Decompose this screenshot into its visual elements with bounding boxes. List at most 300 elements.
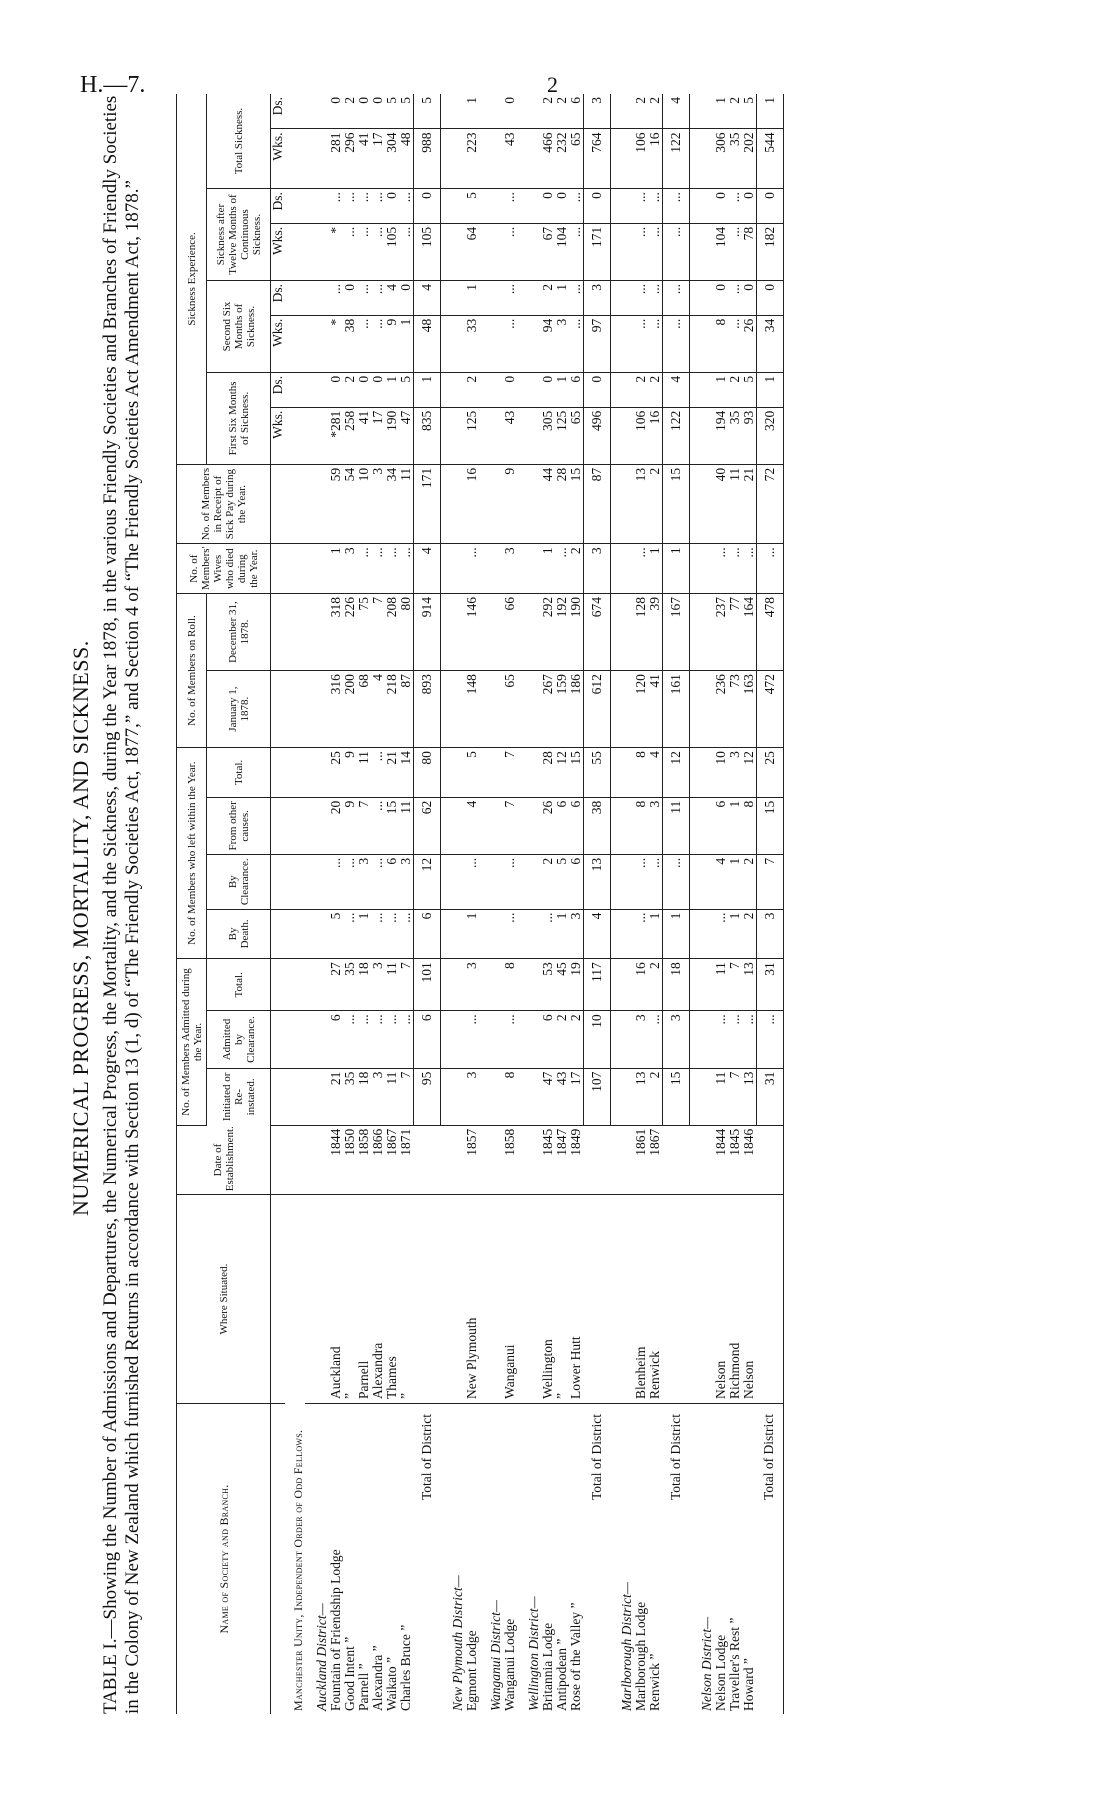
location-cell: ”: [343, 1195, 357, 1404]
location-cell: Nelson: [714, 1195, 728, 1404]
value-cell-td: 2: [634, 94, 648, 129]
value-cell-td: 4: [663, 94, 690, 129]
date-cell: [414, 1125, 441, 1195]
value-cell-init: 8: [503, 1068, 517, 1125]
value-cell-td: 2: [343, 94, 357, 129]
value-cell-bclr: 6: [569, 854, 584, 909]
value-cell-dec: 128: [634, 594, 648, 671]
value-cell-f6w: 835: [414, 407, 441, 464]
value-cell-tw: 223: [465, 129, 479, 189]
value-cell-sick: 15: [663, 464, 690, 544]
table-body: [271, 94, 784, 1714]
table-row: [357, 94, 371, 1714]
value-cell-left: 14: [399, 748, 414, 798]
branch-name: Parnell ”: [356, 1663, 371, 1711]
value-cell-clr: ...: [371, 1011, 385, 1068]
value-cell-wives: 1: [663, 544, 690, 594]
district-row: [610, 94, 634, 1714]
value-cell-adm: 101: [414, 959, 441, 1011]
value-cell-a12d: ...: [634, 189, 648, 224]
page-number: 2: [547, 72, 558, 97]
value-cell-s6w: 26: [742, 315, 757, 372]
value-cell-death: 4: [583, 909, 610, 959]
value-cell-left: 7: [503, 748, 517, 798]
value-cell-jan: 41: [648, 671, 663, 748]
value-cell-s6d: 0: [756, 281, 783, 316]
value-cell-td: 0: [357, 94, 371, 129]
value-cell-f6d: 1: [714, 372, 728, 407]
table-row: [634, 94, 648, 1714]
col-sickness-group: Sickness Experience.: [177, 94, 207, 464]
date-cell: [756, 1125, 783, 1195]
table-row: [503, 94, 517, 1714]
value-cell-death: ...: [634, 909, 648, 959]
value-cell-init: 3: [465, 1068, 479, 1125]
value-cell-death: 1: [465, 909, 479, 959]
value-cell-jan: 87: [399, 671, 414, 748]
branch-name: Rose of the Valley ”: [567, 1602, 583, 1711]
value-cell-s6d: ...: [503, 281, 517, 316]
value-cell-f6w: 16: [648, 407, 663, 464]
value-cell-dec: 226: [343, 594, 357, 671]
value-cell-wives: ...: [634, 544, 648, 594]
value-cell-other: 15: [756, 797, 783, 854]
value-cell-f6w: 47: [399, 407, 414, 464]
location-cell: ”: [399, 1195, 414, 1404]
value-cell-f6w: 496: [583, 407, 610, 464]
value-cell-sick: 10: [357, 464, 371, 544]
district-total-row: [414, 94, 441, 1714]
value-cell-adm: 27: [329, 959, 343, 1011]
value-cell-wives: ...: [357, 544, 371, 594]
value-cell-a12d: ...: [728, 189, 742, 224]
value-cell-adm: 117: [583, 959, 610, 1011]
value-cell-sick: 3: [371, 464, 385, 544]
location-cell: [756, 1195, 783, 1404]
value-cell-init: 2: [648, 1068, 663, 1125]
value-cell-other: 20: [329, 797, 343, 854]
value-cell-td: 2: [728, 94, 742, 129]
location-cell: Wellington: [541, 1195, 555, 1404]
value-cell-clr: ...: [728, 1011, 742, 1068]
value-cell-death: ...: [371, 909, 385, 959]
value-cell-other: 11: [399, 797, 414, 854]
value-cell-s6w: ...: [663, 315, 690, 372]
value-cell-f6w: 93: [742, 407, 757, 464]
value-cell-a12d: ...: [343, 189, 357, 224]
value-cell-a12w: 104: [714, 223, 728, 280]
value-cell-s6d: 1: [555, 281, 569, 316]
date-cell: 1846: [742, 1125, 757, 1195]
value-cell-wives: ...: [399, 544, 414, 594]
value-cell-jan: 65: [503, 671, 517, 748]
value-cell-left: 9: [343, 748, 357, 798]
value-cell-s6w: 33: [465, 315, 479, 372]
value-cell-adm: 3: [465, 959, 479, 1011]
value-cell-death: 3: [569, 909, 584, 959]
value-cell-bclr: ...: [329, 854, 343, 909]
value-cell-td: 5: [399, 94, 414, 129]
location-cell: [663, 1195, 690, 1404]
value-cell-s6w: 38: [343, 315, 357, 372]
value-cell-s6d: ...: [648, 281, 663, 316]
value-cell-a12w: ...: [503, 223, 517, 280]
value-cell-s6w: 34: [756, 315, 783, 372]
value-cell-sick: 13: [634, 464, 648, 544]
value-cell-td: 6: [569, 94, 584, 129]
value-cell-f6d: 0: [541, 372, 555, 407]
value-cell-adm: 16: [634, 959, 648, 1011]
table-row: [555, 94, 569, 1714]
value-cell-f6w: 194: [714, 407, 728, 464]
value-cell-f6d: 1: [756, 372, 783, 407]
date-cell: 1844: [714, 1125, 728, 1195]
value-cell-a12d: ...: [663, 189, 690, 224]
value-cell-a12w: 104: [555, 223, 569, 280]
value-cell-jan: 612: [583, 671, 610, 748]
col-jan-header: January 1, 1878.: [207, 671, 271, 748]
value-cell-dec: 7: [371, 594, 385, 671]
location-cell: Alexandra: [371, 1195, 385, 1404]
table-row: [569, 94, 584, 1714]
value-cell-a12w: ...: [728, 223, 742, 280]
branch-name: Marlborough Lodge: [633, 1601, 648, 1711]
table-row: [541, 94, 555, 1714]
value-cell-adm: 13: [742, 959, 757, 1011]
location-cell: [583, 1195, 610, 1404]
value-cell-tw: 35: [728, 129, 742, 189]
value-cell-bclr: ...: [465, 854, 479, 909]
value-cell-f6w: 320: [756, 407, 783, 464]
value-cell-tw: 43: [503, 129, 517, 189]
value-cell-bclr: ...: [634, 854, 648, 909]
value-cell-init: 18: [357, 1068, 371, 1125]
value-cell-sick: 54: [343, 464, 357, 544]
date-cell: 1871: [399, 1125, 414, 1195]
value-cell-a12w: ...: [663, 223, 690, 280]
value-cell-a12d: ...: [399, 189, 414, 224]
value-cell-f6d: 5: [742, 372, 757, 407]
branch-name: Antipodean ”: [553, 1638, 569, 1711]
location-cell: Renwick: [648, 1195, 663, 1404]
value-cell-left: 55: [583, 748, 610, 798]
date-cell: 1844: [329, 1125, 343, 1195]
value-cell-a12w: ...: [399, 223, 414, 280]
value-cell-f6d: 2: [728, 372, 742, 407]
value-cell-clr: 3: [634, 1011, 648, 1068]
value-cell-bclr: 1: [728, 854, 742, 909]
value-cell-adm: 8: [503, 959, 517, 1011]
value-cell-bclr: 4: [714, 854, 728, 909]
value-cell-sick: 72: [756, 464, 783, 544]
value-cell-a12d: ...: [329, 189, 343, 224]
value-cell-other: 9: [343, 797, 357, 854]
value-cell-bclr: 3: [357, 854, 371, 909]
value-cell-f6w: 41: [357, 407, 371, 464]
value-cell-left: 80: [414, 748, 441, 798]
value-cell-a12w: 105: [385, 223, 399, 280]
value-cell-tw: 304: [385, 129, 399, 189]
value-cell-jan: 218: [385, 671, 399, 748]
value-cell-wives: ...: [742, 544, 757, 594]
value-cell-f6d: 2: [648, 372, 663, 407]
value-cell-f6d: 2: [634, 372, 648, 407]
value-cell-adm: 31: [756, 959, 783, 1011]
value-cell-death: ...: [399, 909, 414, 959]
total-label: Total of District: [756, 1403, 783, 1714]
value-cell-left: 25: [756, 748, 783, 798]
value-cell-other: 8: [742, 797, 757, 854]
value-cell-f6d: 4: [663, 372, 690, 407]
value-cell-tw: 281: [329, 129, 343, 189]
value-cell-left: 8: [634, 748, 648, 798]
value-cell-td: 5: [414, 94, 441, 129]
value-cell-td: 0: [503, 94, 517, 129]
value-cell-a12w: 171: [583, 223, 610, 280]
value-cell-wives: 3: [343, 544, 357, 594]
value-cell-sick: 171: [414, 464, 441, 544]
value-cell-sick: 40: [714, 464, 728, 544]
value-cell-s6d: 0: [714, 281, 728, 316]
value-cell-adm: 2: [648, 959, 663, 1011]
value-cell-clr: ...: [399, 1011, 414, 1068]
value-cell-clr: 6: [414, 1011, 441, 1068]
value-cell-tw: 17: [371, 129, 385, 189]
value-cell-wives: ...: [555, 544, 569, 594]
value-cell-left: 11: [357, 748, 371, 798]
branch-name: Waikato ”: [384, 1656, 399, 1711]
value-cell-tw: 106: [634, 129, 648, 189]
total-label: Total of District: [588, 1413, 604, 1500]
value-cell-tw: 466: [541, 129, 555, 189]
district-name: Wellington District—: [525, 1596, 541, 1711]
value-cell-wives: 3: [583, 544, 610, 594]
value-cell-dec: 192: [555, 594, 569, 671]
value-cell-td: 2: [541, 94, 555, 129]
unit-ds: Ds.: [271, 94, 286, 129]
value-cell-s6d: 1: [465, 281, 479, 316]
col-initiated-header: Initiated or Re-instated.: [207, 1068, 271, 1125]
value-cell-other: ...: [371, 797, 385, 854]
value-cell-death: ...: [385, 909, 399, 959]
col-by-clearance-header: By Clearance.: [207, 854, 271, 909]
value-cell-dec: 66: [503, 594, 517, 671]
value-cell-clr: ...: [714, 1011, 728, 1068]
unit-wks: Wks.: [271, 407, 286, 464]
value-cell-f6d: 0: [357, 372, 371, 407]
value-cell-other: 62: [414, 797, 441, 854]
district-name: New Plymouth District—: [449, 1575, 465, 1711]
value-cell-td: 5: [742, 94, 757, 129]
branch-name: Charles Bruce ”: [398, 1624, 414, 1711]
value-cell-clr: 2: [555, 1011, 569, 1068]
value-cell-init: 13: [742, 1068, 757, 1125]
value-cell-init: 17: [569, 1068, 584, 1125]
value-cell-dec: 39: [648, 594, 663, 671]
value-cell-s6w: 1: [399, 315, 414, 372]
value-cell-sick: 44: [541, 464, 555, 544]
date-cell: 1861: [634, 1125, 648, 1195]
value-cell-tw: 41: [357, 129, 371, 189]
value-cell-s6d: ...: [569, 281, 584, 316]
value-cell-init: 11: [385, 1068, 399, 1125]
col-sickpay-header: No. of Members in Receipt of Sick Pay during the Year.: [177, 464, 271, 544]
value-cell-other: 4: [465, 797, 479, 854]
value-cell-jan: 236: [714, 671, 728, 748]
value-cell-bclr: ...: [503, 854, 517, 909]
value-cell-a12d: 0: [414, 189, 441, 224]
value-cell-death: 2: [742, 909, 757, 959]
value-cell-clr: ...: [385, 1011, 399, 1068]
value-cell-a12d: 0: [385, 189, 399, 224]
district-row: [479, 94, 503, 1714]
value-cell-a12w: 78: [742, 223, 757, 280]
value-cell-f6w: 35: [728, 407, 742, 464]
date-cell: 1845: [728, 1125, 742, 1195]
value-cell-other: 6: [714, 797, 728, 854]
value-cell-adm: 18: [663, 959, 690, 1011]
value-cell-s6d: ...: [371, 281, 385, 316]
value-cell-a12w: ...: [648, 223, 663, 280]
value-cell-clr: 6: [541, 1011, 555, 1068]
value-cell-a12d: ...: [503, 189, 517, 224]
branch-name: Good Intent ”: [342, 1636, 357, 1711]
value-cell-f6d: 5: [399, 372, 414, 407]
value-cell-tw: 296: [343, 129, 357, 189]
unit-wks: Wks.: [271, 315, 286, 372]
table-row: [742, 94, 757, 1714]
value-cell-f6w: 258: [343, 407, 357, 464]
value-cell-dec: 167: [663, 594, 690, 671]
value-cell-wives: ...: [714, 544, 728, 594]
table-row: [371, 94, 385, 1714]
table-row: [329, 94, 343, 1714]
value-cell-adm: 11: [385, 959, 399, 1011]
value-cell-s6w: 8: [714, 315, 728, 372]
value-cell-f6w: 43: [503, 407, 517, 464]
district-total-row: [583, 94, 610, 1714]
location-cell: Lower Hutt: [569, 1195, 584, 1404]
district-name: Marlborough District—: [619, 1582, 634, 1711]
value-cell-left: 12: [742, 748, 757, 798]
value-cell-dec: 914: [414, 594, 441, 671]
value-cell-left: 12: [663, 748, 690, 798]
value-cell-td: 5: [385, 94, 399, 129]
district-row: [517, 94, 541, 1714]
value-cell-jan: 148: [465, 671, 479, 748]
value-cell-s6d: 0: [399, 281, 414, 316]
value-cell-other: 15: [385, 797, 399, 854]
value-cell-adm: 3: [371, 959, 385, 1011]
value-cell-wives: ...: [385, 544, 399, 594]
value-cell-other: 6: [555, 797, 569, 854]
value-cell-s6w: 48: [414, 315, 441, 372]
date-cell: [663, 1125, 690, 1195]
report-code: H.—7.: [80, 72, 146, 98]
col-second-six-header: Second Six Months of Sickness.: [207, 281, 271, 373]
district-total-row: [663, 94, 690, 1714]
location-cell: New Plymouth: [465, 1195, 479, 1404]
value-cell-a12d: 0: [714, 189, 728, 224]
total-label: Total of District: [668, 1413, 683, 1500]
date-cell: 1867: [648, 1125, 663, 1195]
society-row: [285, 94, 305, 1714]
value-cell-other: 26: [541, 797, 555, 854]
value-cell-tw: 16: [648, 129, 663, 189]
value-cell-wives: ...: [756, 544, 783, 594]
page-title: NUMERICAL PROGRESS, MORTALITY, AND SICKNESS.: [68, 640, 93, 1216]
location-cell: Nelson: [742, 1195, 757, 1404]
unit-wks: Wks.: [271, 129, 286, 189]
value-cell-adm: 7: [728, 959, 742, 1011]
value-cell-sick: 28: [555, 464, 569, 544]
value-cell-jan: 186: [569, 671, 584, 748]
value-cell-clr: ...: [503, 1011, 517, 1068]
value-cell-init: 11: [714, 1068, 728, 1125]
col-name-header: Name of Society and Branch.: [177, 1403, 271, 1714]
district-name: Auckland District—: [314, 1603, 329, 1711]
value-cell-s6w: ...: [371, 315, 385, 372]
col-after-twelve-header: Sickness after Twelve Months of Continuous Sickness.: [207, 189, 271, 281]
value-cell-tw: 65: [569, 129, 584, 189]
value-cell-tw: 988: [414, 129, 441, 189]
value-cell-a12w: 64: [465, 223, 479, 280]
value-cell-clr: ...: [343, 1011, 357, 1068]
value-cell-adm: 45: [555, 959, 569, 1011]
value-cell-s6d: 0: [742, 281, 757, 316]
location-cell: Auckland: [329, 1195, 343, 1404]
value-cell-other: 8: [634, 797, 648, 854]
value-cell-other: 11: [663, 797, 690, 854]
location-cell: Richmond: [728, 1195, 742, 1404]
branch-name: Britannia Lodge: [539, 1622, 555, 1711]
value-cell-a12w: ...: [343, 223, 357, 280]
value-cell-wives: 1: [648, 544, 663, 594]
value-cell-clr: ...: [465, 1011, 479, 1068]
value-cell-left: 4: [648, 748, 663, 798]
value-cell-dec: 77: [728, 594, 742, 671]
value-cell-dec: 208: [385, 594, 399, 671]
value-cell-a12d: 0: [583, 189, 610, 224]
value-cell-jan: 159: [555, 671, 569, 748]
value-cell-other: 3: [648, 797, 663, 854]
value-cell-death: ...: [714, 909, 728, 959]
value-cell-dec: 164: [742, 594, 757, 671]
value-cell-adm: 11: [714, 959, 728, 1011]
value-cell-f6w: *281: [329, 407, 343, 464]
unit-ds: Ds.: [271, 189, 286, 224]
value-cell-init: 43: [555, 1068, 569, 1125]
date-cell: 1845: [541, 1125, 555, 1195]
value-cell-wives: 3: [503, 544, 517, 594]
value-cell-a12w: ...: [357, 223, 371, 280]
value-cell-left: ...: [371, 748, 385, 798]
value-cell-left: 5: [465, 748, 479, 798]
value-cell-s6w: 97: [583, 315, 610, 372]
value-cell-a12w: *: [329, 223, 343, 280]
value-cell-left: 28: [541, 748, 555, 798]
value-cell-other: 1: [728, 797, 742, 854]
value-cell-tw: 544: [756, 129, 783, 189]
value-cell-a12w: 67: [541, 223, 555, 280]
district-row: [690, 94, 714, 1714]
value-cell-jan: 472: [756, 671, 783, 748]
value-cell-td: 0: [329, 94, 343, 129]
value-cell-death: 1: [663, 909, 690, 959]
table-caption: TABLE I.—Showing the Number of Admissions and Departures, the Numerical Progress, the Mortality, and the Sickness, during the Year 1878, in the various Friendly Societies and Branches of Friendly Societies in the Colony of New Zealand which furnished Returns in accordance with Section 13 (1, d) of “The Friendly Societies Act, 1877,” and Section 4 of “The Friendly Societies Act Amendment Act, 1878.”: [100, 95, 143, 1714]
value-cell-clr: 6: [329, 1011, 343, 1068]
branch-name: Renwick ”: [647, 1653, 663, 1711]
